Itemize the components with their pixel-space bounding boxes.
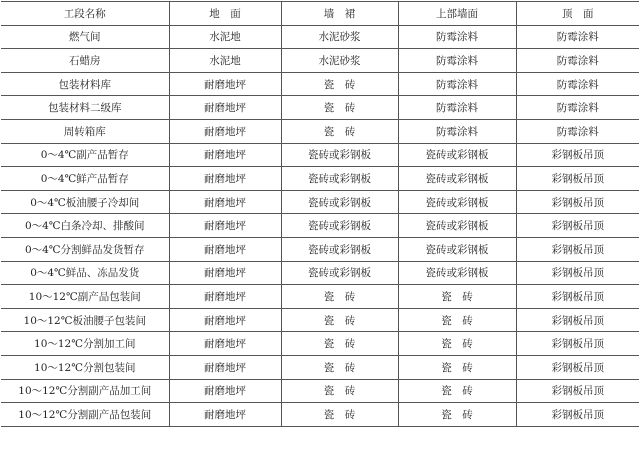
- cell-section-name: 石蜡房: [1, 49, 169, 73]
- cell-dado: 瓷 砖: [281, 96, 398, 120]
- cell-section-name: 10～12℃分割包装间: [1, 355, 169, 379]
- cell-section-name: 10～12℃分割副产品包装间: [1, 403, 169, 427]
- cell-section-name: 0～4℃鲜产品暂存: [1, 167, 169, 191]
- cell-dado: 瓷砖或彩钢板: [281, 261, 398, 285]
- finish-schedule-table: [1, 1, 639, 427]
- cell-dado: 瓷砖或彩钢板: [281, 237, 398, 261]
- cell-floor: 耐磨地坪: [169, 261, 281, 285]
- cell-section-name: 10～12℃板油腰子包装间: [1, 308, 169, 332]
- cell-ceiling: 防霉涂料: [516, 119, 639, 143]
- cell-upper-wall: 瓷砖或彩钢板: [398, 261, 516, 285]
- table-row: [1, 332, 639, 356]
- cell-dado: 水泥砂浆: [281, 25, 398, 49]
- header-upper-wall: 上部墙面: [398, 2, 516, 26]
- cell-section-name: 0～4℃鲜品、冻品发货: [1, 261, 169, 285]
- cell-upper-wall: 防霉涂料: [398, 119, 516, 143]
- cell-upper-wall: 瓷砖或彩钢板: [398, 237, 516, 261]
- cell-upper-wall: 防霉涂料: [398, 25, 516, 49]
- cell-floor: 耐磨地坪: [169, 379, 281, 403]
- cell-ceiling: 防霉涂料: [516, 96, 639, 120]
- table-row: [1, 379, 639, 403]
- cell-floor: 耐磨地坪: [169, 72, 281, 96]
- table-row: [1, 214, 639, 238]
- cell-section-name: 包装材料库: [1, 72, 169, 96]
- cell-upper-wall: 瓷 砖: [398, 285, 516, 309]
- cell-ceiling: 彩钢板吊顶: [516, 403, 639, 427]
- cell-section-name: 0～4℃分割鲜品发货暂存: [1, 237, 169, 261]
- cell-ceiling: 彩钢板吊顶: [516, 214, 639, 238]
- table-row: [1, 285, 639, 309]
- header-ceiling: 顶 面: [516, 2, 639, 26]
- cell-ceiling: 彩钢板吊顶: [516, 308, 639, 332]
- cell-upper-wall: 瓷 砖: [398, 308, 516, 332]
- cell-ceiling: 彩钢板吊顶: [516, 355, 639, 379]
- cell-floor: 耐磨地坪: [169, 190, 281, 214]
- table-row: [1, 49, 639, 73]
- cell-dado: 水泥砂浆: [281, 49, 398, 73]
- cell-section-name: 10～12℃副产品包装间: [1, 285, 169, 309]
- cell-floor: 耐磨地坪: [169, 403, 281, 427]
- cell-floor: 耐磨地坪: [169, 332, 281, 356]
- table-row: [1, 190, 639, 214]
- cell-floor: 耐磨地坪: [169, 167, 281, 191]
- table-row: [1, 96, 639, 120]
- table-row: [1, 25, 639, 49]
- cell-section-name: 10～12℃分割加工间: [1, 332, 169, 356]
- cell-dado: 瓷砖或彩钢板: [281, 167, 398, 191]
- header-dado: 墙 裙: [281, 2, 398, 26]
- table-row: [1, 261, 639, 285]
- cell-dado: 瓷 砖: [281, 119, 398, 143]
- cell-dado: 瓷砖或彩钢板: [281, 190, 398, 214]
- cell-section-name: 0～4℃副产品暂存: [1, 143, 169, 167]
- cell-floor: 水泥地: [169, 25, 281, 49]
- cell-floor: 耐磨地坪: [169, 96, 281, 120]
- table-row: [1, 167, 639, 191]
- table-header: [1, 2, 639, 26]
- cell-floor: 耐磨地坪: [169, 355, 281, 379]
- cell-floor: 耐磨地坪: [169, 237, 281, 261]
- cell-dado: 瓷砖或彩钢板: [281, 143, 398, 167]
- cell-floor: 耐磨地坪: [169, 214, 281, 238]
- table-row: [1, 403, 639, 427]
- cell-dado: 瓷 砖: [281, 308, 398, 332]
- cell-ceiling: 彩钢板吊顶: [516, 285, 639, 309]
- cell-dado: 瓷 砖: [281, 355, 398, 379]
- cell-ceiling: 彩钢板吊顶: [516, 143, 639, 167]
- cell-floor: 耐磨地坪: [169, 143, 281, 167]
- cell-dado: 瓷 砖: [281, 285, 398, 309]
- cell-ceiling: 彩钢板吊顶: [516, 261, 639, 285]
- cell-section-name: 周转箱库: [1, 119, 169, 143]
- table-row: [1, 355, 639, 379]
- cell-ceiling: 防霉涂料: [516, 49, 639, 73]
- header-row: [1, 2, 639, 26]
- header-section-name: 工段名称: [1, 2, 169, 26]
- cell-ceiling: 彩钢板吊顶: [516, 190, 639, 214]
- cell-dado: 瓷砖或彩钢板: [281, 214, 398, 238]
- cell-ceiling: 防霉涂料: [516, 72, 639, 96]
- table-body: [1, 25, 639, 426]
- cell-ceiling: 防霉涂料: [516, 25, 639, 49]
- cell-ceiling: 彩钢板吊顶: [516, 332, 639, 356]
- cell-upper-wall: 防霉涂料: [398, 49, 516, 73]
- cell-upper-wall: 瓷 砖: [398, 355, 516, 379]
- table-row: [1, 237, 639, 261]
- cell-ceiling: 彩钢板吊顶: [516, 167, 639, 191]
- cell-dado: 瓷 砖: [281, 72, 398, 96]
- cell-section-name: 0～4℃白条冷却、排酸间: [1, 214, 169, 238]
- cell-upper-wall: 瓷砖或彩钢板: [398, 143, 516, 167]
- table-row: [1, 119, 639, 143]
- cell-ceiling: 彩钢板吊顶: [516, 237, 639, 261]
- table-row: [1, 72, 639, 96]
- cell-dado: 瓷 砖: [281, 403, 398, 427]
- table-row: [1, 308, 639, 332]
- cell-section-name: 包装材料二级库: [1, 96, 169, 120]
- cell-upper-wall: 瓷砖或彩钢板: [398, 190, 516, 214]
- cell-floor: 耐磨地坪: [169, 285, 281, 309]
- cell-section-name: 10～12℃分割副产品加工间: [1, 379, 169, 403]
- cell-dado: 瓷 砖: [281, 379, 398, 403]
- cell-upper-wall: 防霉涂料: [398, 72, 516, 96]
- cell-upper-wall: 防霉涂料: [398, 96, 516, 120]
- table-row: [1, 143, 639, 167]
- cell-upper-wall: 瓷砖或彩钢板: [398, 214, 516, 238]
- cell-upper-wall: 瓷砖或彩钢板: [398, 167, 516, 191]
- cell-upper-wall: 瓷 砖: [398, 403, 516, 427]
- cell-ceiling: 彩钢板吊顶: [516, 379, 639, 403]
- cell-dado: 瓷 砖: [281, 332, 398, 356]
- cell-floor: 耐磨地坪: [169, 308, 281, 332]
- cell-upper-wall: 瓷 砖: [398, 379, 516, 403]
- cell-floor: 耐磨地坪: [169, 119, 281, 143]
- header-floor: 地 面: [169, 2, 281, 26]
- cell-floor: 水泥地: [169, 49, 281, 73]
- cell-section-name: 0～4℃板油腰子冷却间: [1, 190, 169, 214]
- cell-upper-wall: 瓷 砖: [398, 332, 516, 356]
- cell-section-name: 燃气间: [1, 25, 169, 49]
